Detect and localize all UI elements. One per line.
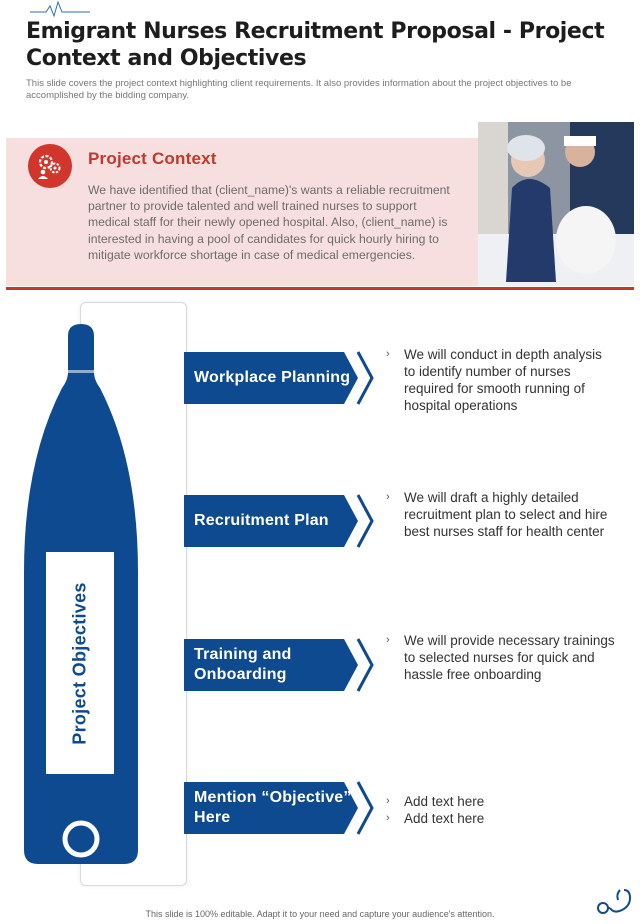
objective-tag-workplace-planning	[184, 351, 376, 405]
objective-title: Recruitment Plan	[194, 512, 329, 529]
gears-people-icon	[28, 144, 72, 188]
chevron-right-icon: ›	[386, 634, 390, 646]
chevron-right-icon: ›	[386, 348, 390, 360]
objective-description: › We will provide necessary trainings to selected nurses for quick and hassle free onboarding	[386, 633, 615, 682]
nurse-patient-photo	[478, 122, 634, 286]
stethoscope-icon	[594, 888, 636, 920]
page-title: Emigrant Nurses Recruitment Proposal - Project Context and Objectives	[26, 19, 605, 71]
heartbeat-icon	[30, 0, 90, 18]
objective-title: Training and Onboarding	[194, 646, 292, 683]
objective-tag-recruitment-plan	[184, 494, 376, 548]
page-subtitle: This slide covers the project context highlighting client requirements. It also provides information about the project objectives to be accomplished by the bidding company.	[26, 78, 572, 101]
objective-tag-training-onboarding	[184, 638, 376, 692]
chevron-right-icon: ›	[386, 491, 390, 503]
objective-title: Mention “Objective” Here	[194, 789, 352, 826]
objective-title: Workplace Planning	[194, 369, 351, 386]
objective-description: › We will conduct in depth analysis to identify number of nurses required for smooth running of hospital operations	[386, 347, 602, 413]
footer-note: This slide is 100% editable. Adapt it to your need and capture your audience's attention.	[145, 909, 495, 919]
project-objectives-label: Project Objectives	[46, 552, 114, 774]
context-divider	[6, 287, 634, 290]
objective-description: › We will draft a highly detailed recruitment plan to select and hire best nurses staff for health center	[386, 490, 608, 539]
chevron-right-icon: ›	[386, 795, 390, 807]
project-context-heading: Project Context	[88, 149, 217, 168]
objective-description: › Add text here › Add text here	[386, 794, 485, 826]
objective-tag-mention-objective	[184, 781, 376, 835]
project-context-text: We have identified that (client_name)'s wants a reliable recruitment partner to provide talented and well trained nurses to support medical staff for their newly opened hospital. Also, (client_name) is interested in having a pool of candidates for quick hourly hiring to mitigate workforce shortage in case of medical emergencies.	[88, 183, 450, 262]
chevron-right-icon: ›	[386, 812, 390, 824]
